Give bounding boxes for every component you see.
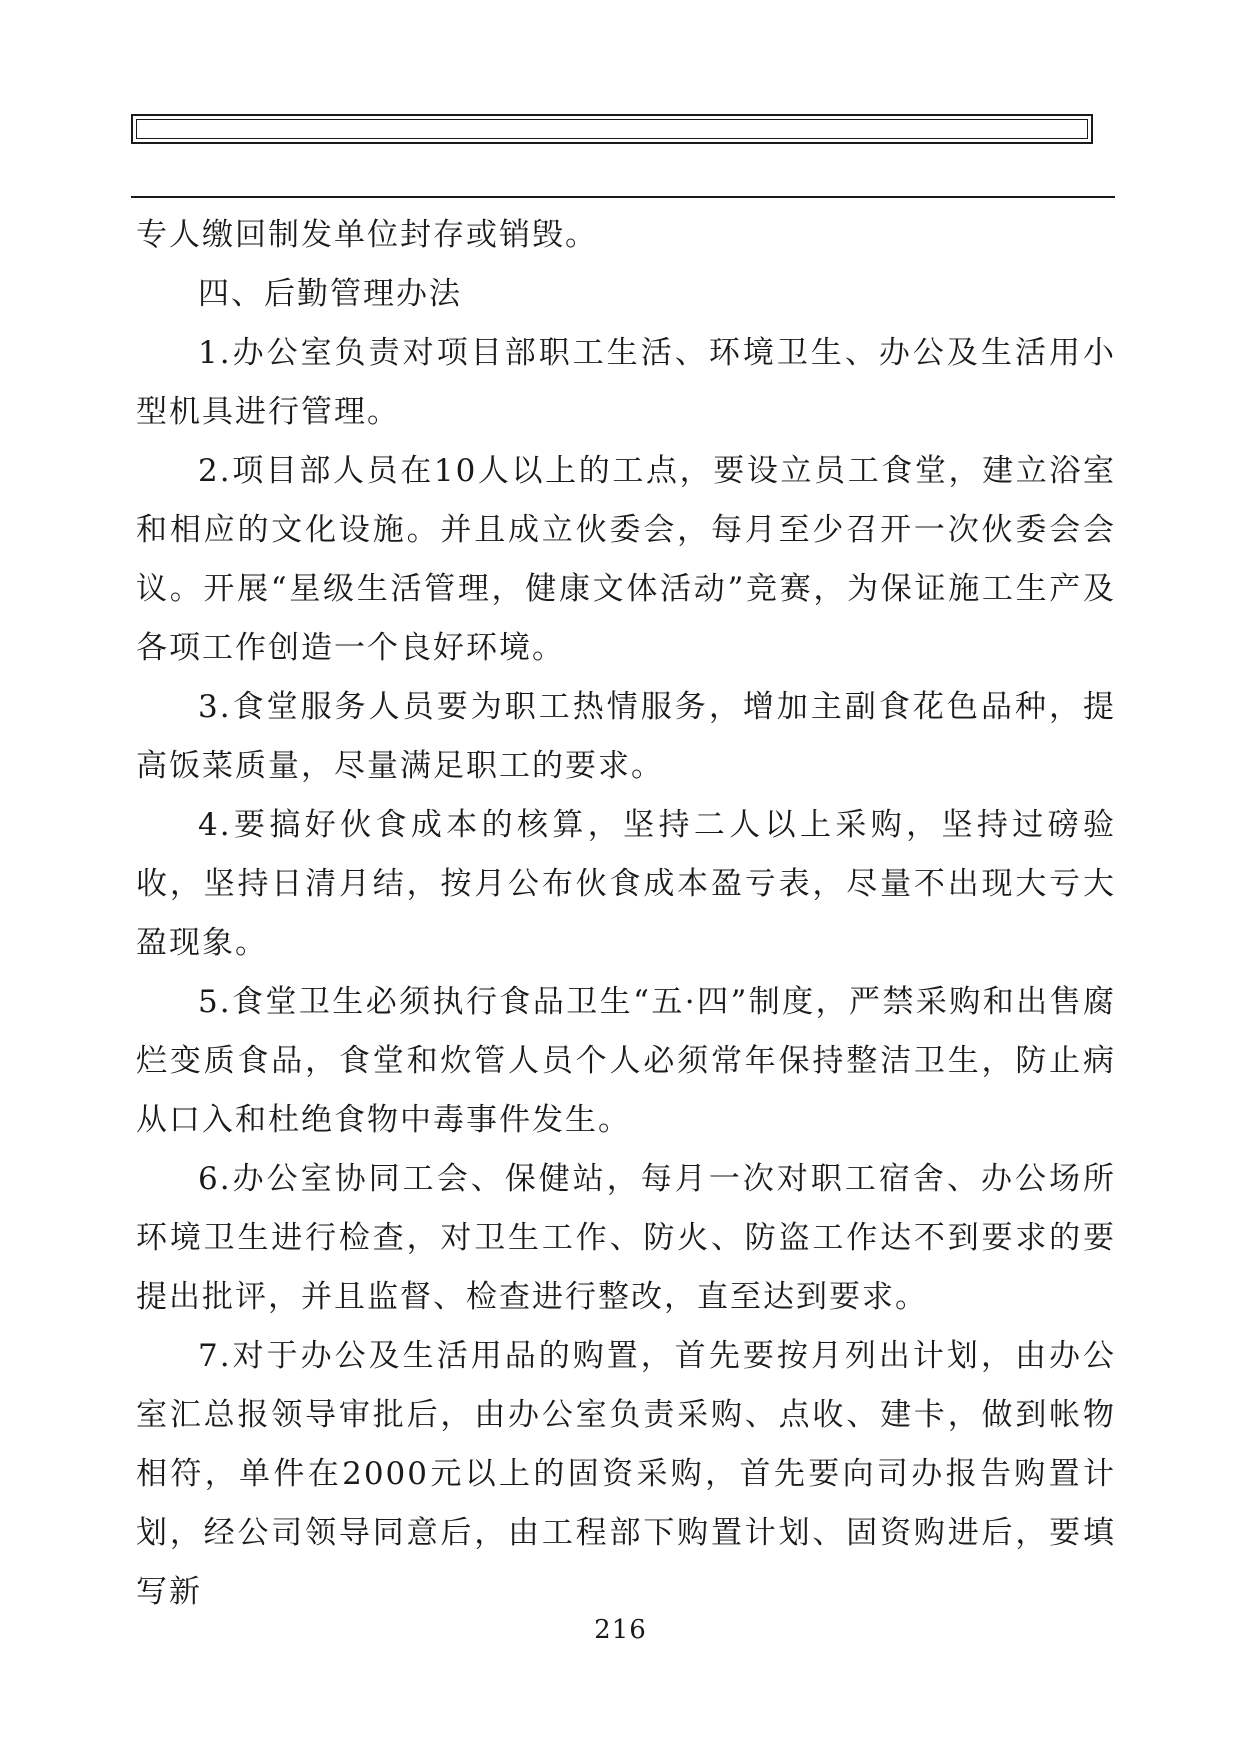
page-number: 216 <box>594 1615 647 1645</box>
paragraph: 3.食堂服务人员要为职工热情服务，增加主副食花色品种，提高饭菜质量，尽量满足职工的要求。 <box>136 689 1116 784</box>
header-frame-inner <box>136 119 1088 139</box>
header-frame <box>131 114 1093 144</box>
section-heading: 四、后勤管理办法 <box>198 276 462 312</box>
paragraph: 4.要搞好伙食成本的核算，坚持二人以上采购，坚持过磅验收，坚持日清月结，按月公布伙食成本盈亏表，尽量不出现大亏大盈现象。 <box>136 807 1116 961</box>
document-body <box>136 206 1116 1622</box>
paragraph: 6.办公室协同工会、保健站，每月一次对职工宿舍、办公场所环境卫生进行检查，对卫生工作、防火、防盗工作达不到要求的要提出批评，并且监督、检查进行整改，直至达到要求。 <box>136 1161 1116 1315</box>
paragraph: 7.对于办公及生活用品的购置，首先要按月列出计划，由办公室汇总报领导审批后，由办公室负责采购、点收、建卡，做到帐物相符，单件在2000元以上的固资采购，首先要向司办报告购置计划，经公司领导同意后，由工程部下购置计划、固资购进后，要填写新 <box>136 1338 1116 1610</box>
paragraph: 1.办公室负责对项目部职工生活、环境卫生、办公及生活用小型机具进行管理。 <box>136 335 1116 430</box>
header-rule <box>131 196 1115 198</box>
paragraph: 5.食堂卫生必须执行食品卫生“五·四”制度，严禁采购和出售腐烂变质食品，食堂和炊管人员个人必须常年保持整洁卫生，防止病从口入和杜绝食物中毒事件发生。 <box>136 984 1116 1138</box>
paragraph: 专人缴回制发单位封存或销毁。 <box>136 217 598 253</box>
paragraph: 2.项目部人员在10人以上的工点，要设立员工食堂，建立浴室和相应的文化设施。并且成立伙委会，每月至少召开一次伙委会会议。开展“星级生活管理，健康文体活动”竞赛，为保证施工生产及各项工作创造一个良好环境。 <box>136 453 1116 666</box>
